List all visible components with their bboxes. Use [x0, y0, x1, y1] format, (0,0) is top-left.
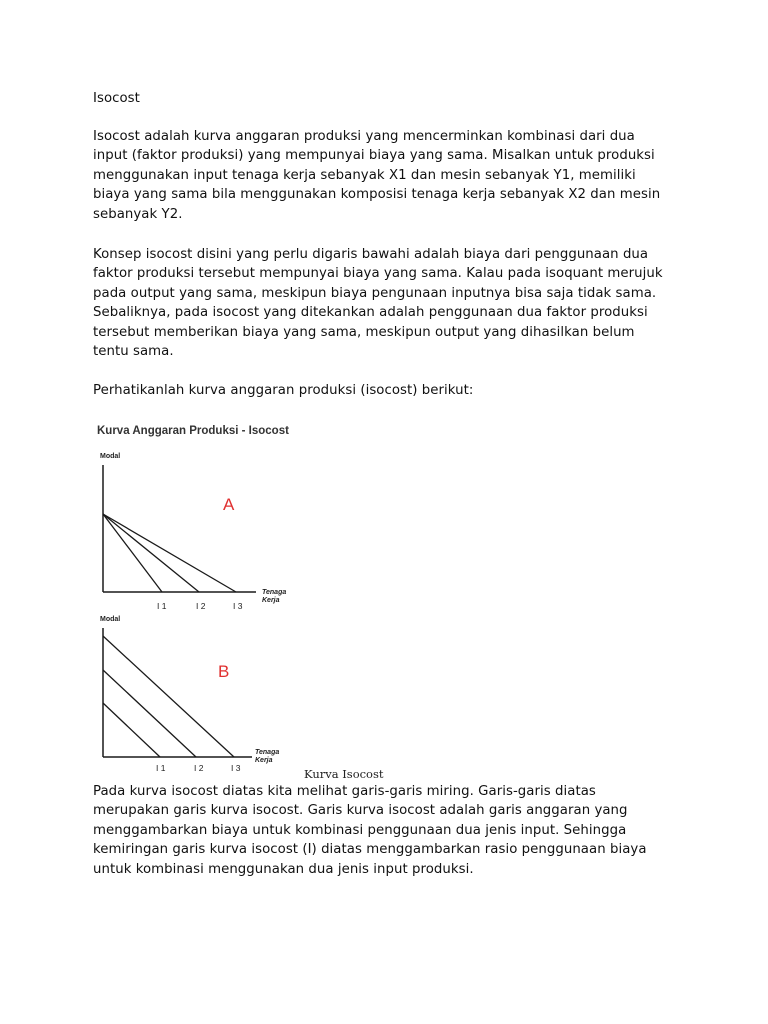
text-line: untuk kombinasi menggunakan dua jenis input produksi.: [93, 861, 474, 877]
panel-a-tick-i2: I 2: [196, 601, 206, 611]
text-line: Pada kurva isocost diatas kita melihat garis-garis miring. Garis-garis diatas: [93, 784, 596, 799]
figure-caption: Kurva Isocost: [304, 767, 384, 781]
text-line: input (faktor produksi) yang mempunyai biaya yang sama. Misalkan untuk produksi: [93, 148, 655, 164]
panel-a-isocost-line-2: [103, 514, 199, 592]
paragraph-definition: [93, 127, 683, 224]
panel-a-isocost-lines: [103, 514, 236, 592]
panel-b-isocost-line-3: [103, 636, 234, 757]
x-axis-label-line: Tenaga: [255, 749, 280, 756]
text-line: menggunakan input tenaga kerja sebanyak X1 dan mesin sebanyak Y1, memiliki: [93, 167, 636, 183]
text-line: tentu sama.: [93, 344, 174, 360]
panel-b-y-axis-label: Modal: [100, 616, 121, 623]
text-line: Konsep isocost disini yang perlu digaris bawahi adalah biaya dari penggunaan dua: [93, 247, 649, 262]
figure-title: Kurva Anggaran Produksi - Isocost: [97, 425, 289, 437]
x-axis-label-line: Kerja: [262, 597, 280, 604]
panel-b-x-axis-label: [255, 749, 279, 765]
panel-b-isocost-line-2: [103, 670, 196, 757]
panel-a-tick-i3: I 3: [233, 601, 243, 611]
text-line: menggambarkan biaya untuk kombinasi penggunaan dua jenis input. Sehingga: [93, 822, 627, 838]
text-line: tersebut memberikan biaya yang sama, meskipun output yang dihasilkan belum: [93, 324, 635, 340]
text-line: faktor produksi tersebut mempunyai biaya yang sama. Kalau pada isoquant merujuk: [93, 266, 663, 282]
paragraph-intro-figure: [93, 381, 683, 400]
paragraph-concept: [93, 245, 683, 361]
text-line: sebanyak Y2.: [93, 206, 183, 222]
text-line: biaya yang sama bila menggunakan komposisi tenaga kerja sebanyak X2 dan mesin: [93, 187, 661, 203]
panel-a-axes: [103, 465, 256, 592]
panel-a-x-axis-label: [262, 589, 286, 605]
panel-a-tick-i1: I 1: [157, 601, 167, 611]
panel-a-letter: A: [223, 495, 235, 514]
panel-a-y-axis-label: Modal: [100, 453, 121, 460]
text-line: Isocost adalah kurva anggaran produksi yang mencerminkan kombinasi dari dua: [93, 129, 635, 144]
x-axis-label-line: Tenaga: [262, 589, 287, 596]
document-heading: Isocost: [93, 91, 140, 106]
panel-a-isocost-line-1: [103, 514, 162, 592]
panel-b-tick-i2: I 2: [194, 763, 204, 773]
x-axis-label-line: Kerja: [255, 757, 273, 764]
panel-b-isocost-line-1: [103, 703, 160, 757]
panel-b-axes: [103, 628, 252, 757]
text-line: merupakan garis kurva isocost. Garis kurva isocost adalah garis anggaran yang: [93, 803, 628, 819]
text-line: Perhatikanlah kurva anggaran produksi (isocost) berikut:: [93, 383, 474, 398]
panel-b-tick-i1: I 1: [156, 763, 166, 773]
panel-b-tick-i3: I 3: [231, 763, 241, 773]
isocost-figure: [92, 420, 402, 780]
paragraph-explanation: [93, 782, 683, 879]
panel-b-letter: B: [218, 662, 230, 681]
isocost-diagram: [92, 420, 402, 780]
text-line: kemiringan garis kurva isocost (I) diatas menggambarkan rasio penggunaan biaya: [93, 842, 647, 858]
panel-b-isocost-lines: [103, 636, 234, 757]
panel-a-isocost-line-3: [103, 514, 236, 592]
text-line: pada output yang sama, meskipun biaya pengunaan inputnya bisa saja tidak sama.: [93, 285, 657, 301]
text-line: Sebaliknya, pada isocost yang ditekankan adalah penggunaan dua faktor produksi: [93, 305, 648, 321]
